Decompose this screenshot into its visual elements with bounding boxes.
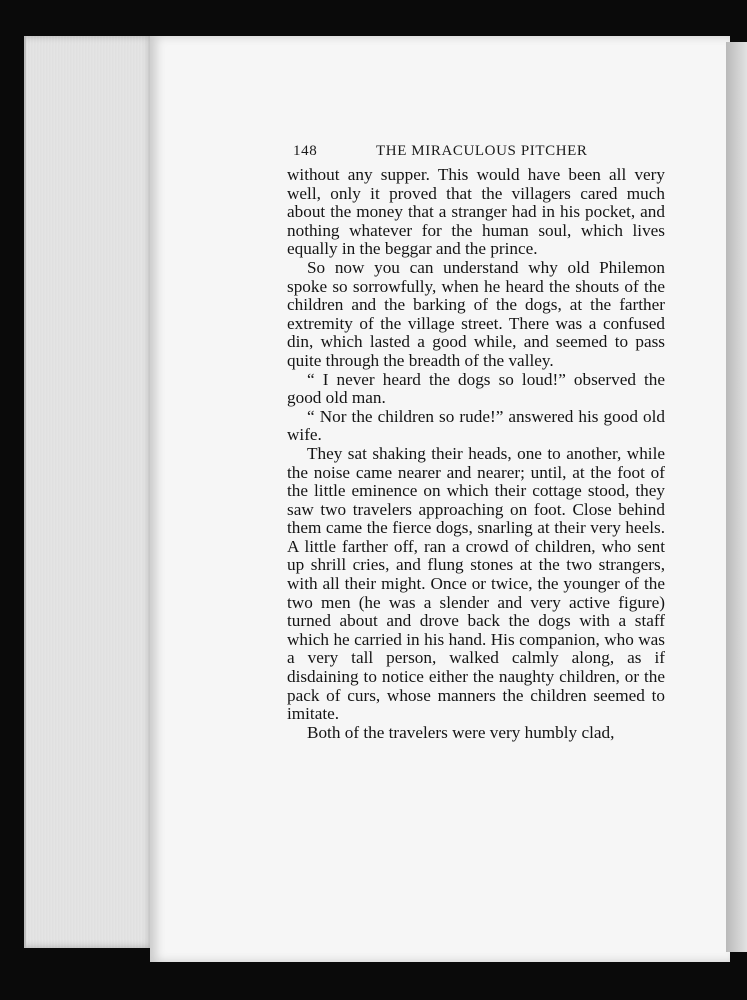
paragraph: “ Nor the children so rude!” answered his good old wife. bbox=[287, 406, 665, 445]
paragraph: Both of the travelers were very humbly clad, bbox=[307, 722, 615, 742]
paragraph: “ I never heard the dogs so loud!” observed the good old man. bbox=[287, 369, 665, 408]
page-edges bbox=[24, 36, 156, 948]
running-header bbox=[293, 143, 665, 165]
paragraph: without any supper. This would have been all very well, only it proved that the villagers cared much about the money that a stranger had in his pocket, and nothing whatever for the human soul, which lives equally in the beggar and the prince. bbox=[287, 165, 665, 259]
page-number: 148 bbox=[293, 143, 318, 159]
running-title: THE MIRACULOUS PITCHER bbox=[376, 143, 588, 159]
paragraph: So now you can understand why old Philemon spoke so sorrowfully, when he heard the shouts of the children and the barking of the dogs, at the farther extremity of the village street. There was a confused din, which lasted a good while, and seemed to pass quite through the breadth of the valley. bbox=[287, 257, 665, 370]
body-text bbox=[287, 166, 665, 742]
paragraph: They sat shaking their heads, one to another, while the noise came nearer and nearer; until, at the foot of the little eminence on which their cottage stood, they saw two travelers approaching on foot. Close behind them came the fierce dogs, snarling at their very heels. A little farther off, ran a crowd of children, who sent up shrill cries, and flung stones at the two strangers, with all their might. Once or twice, the younger of the two men (he was a slender and very active figure) turned about and drove back the dogs with a staff which he carried in his hand. His companion, who was a very tall person, walked calmly along, as if disdaining to notice either the naughty children, or the pack of curs, whose manners the children seemed to imitate. bbox=[287, 443, 665, 724]
facing-page-edge bbox=[726, 42, 747, 952]
